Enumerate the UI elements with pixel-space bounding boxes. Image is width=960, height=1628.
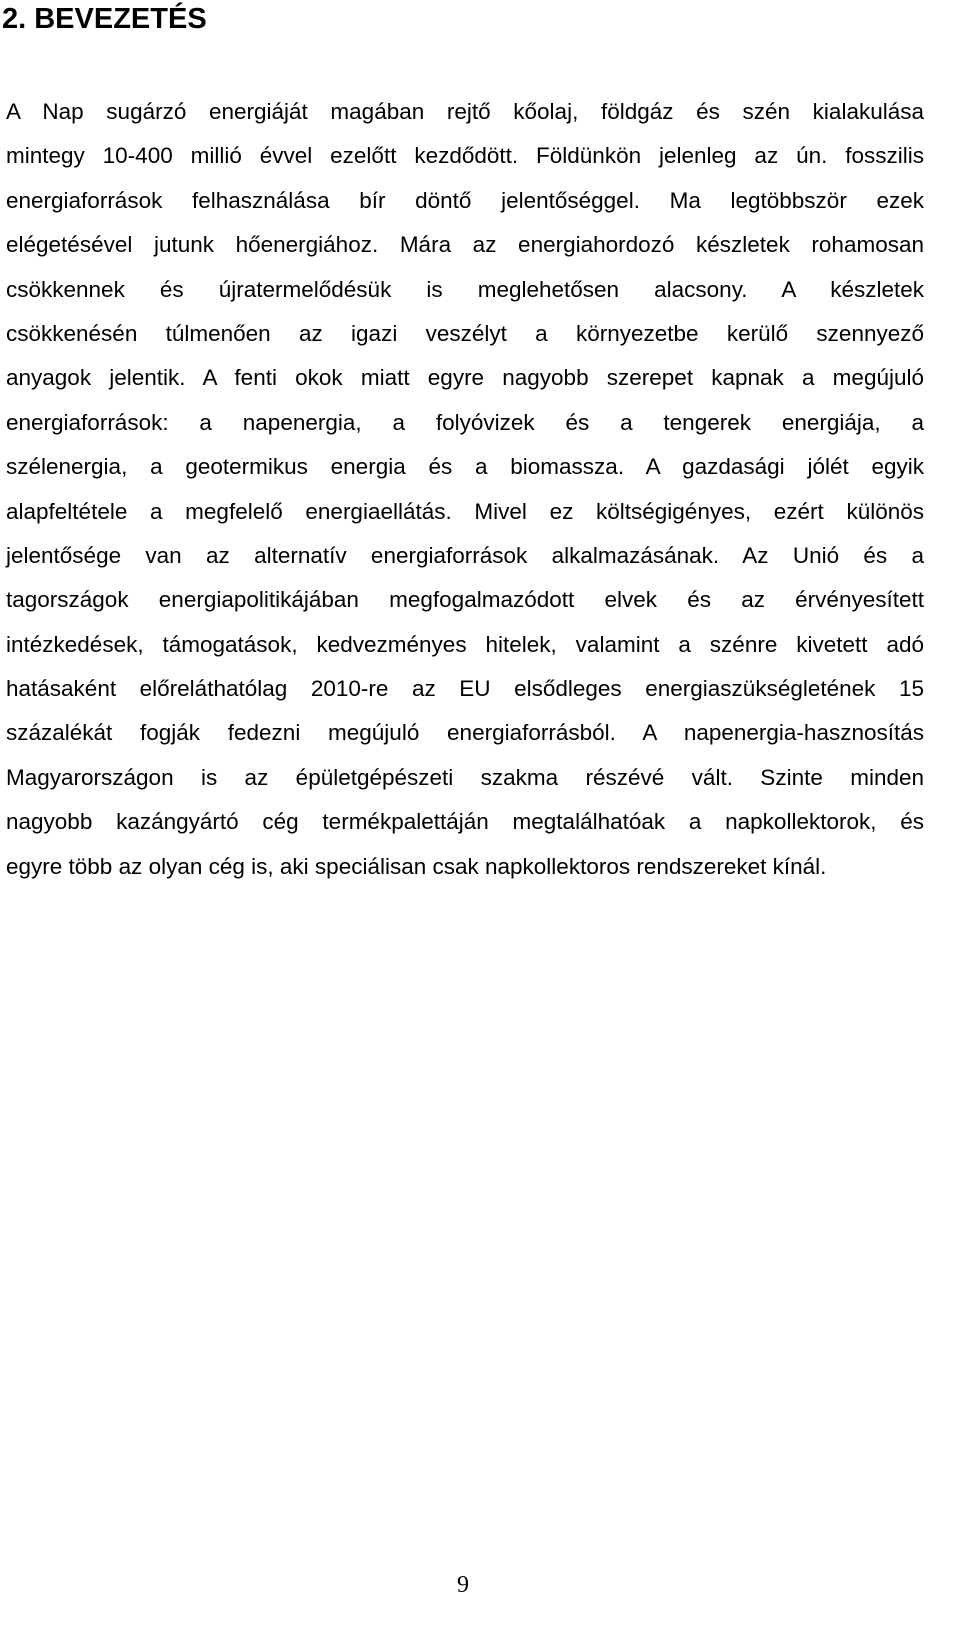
paragraph-line: anyagok jelentik. A fenti okok miatt egyre nagyobb szerepet kapnak a megújuló bbox=[6, 365, 924, 391]
paragraph-line: elégetésével jutunk hőenergiához. Mára az energiahordozó készletek rohamosan bbox=[6, 232, 924, 258]
paragraph-line: szélenergia, a geotermikus energia és a biomassza. A gazdasági jólét egyik bbox=[6, 454, 924, 480]
paragraph-line: energiaforrások felhasználása bír döntő jelentőséggel. Ma legtöbbször ezek bbox=[6, 187, 924, 213]
paragraph-line: intézkedések, támogatások, kedvezményes hitelek, valamint a szénre kivetett adó bbox=[6, 631, 924, 657]
paragraph-line: százalékát fogják fedezni megújuló energiaforrásból. A napenergia-hasznosítás bbox=[6, 720, 924, 746]
paragraph-line: nagyobb kazángyártó cég termékpalettáján megtalálhatóak a napkollektorok, és bbox=[6, 809, 924, 835]
paragraph-line: A Nap sugárzó energiáját magában rejtő kőolaj, földgáz és szén kialakulása bbox=[6, 99, 924, 124]
paragraph-line: hatásaként előreláthatólag 2010-re az EU elsődleges energiaszükségletének 15 bbox=[6, 676, 924, 702]
section-heading: 2. BEVEZETÉS bbox=[2, 3, 207, 35]
page-number: 9 bbox=[457, 1572, 469, 1598]
paragraph-line: energiaforrások: a napenergia, a folyóvizek és a tengerek energiája, a bbox=[6, 409, 924, 435]
paragraph-line: mintegy 10-400 millió évvel ezelőtt kezdődött. Földünkön jelenleg az ún. fosszilis bbox=[6, 143, 924, 169]
paragraph-line: csökkenésén túlmenően az igazi veszélyt a környezetbe kerülő szennyező bbox=[6, 320, 924, 346]
paragraph-line: Magyarországon is az épületgépészeti szakma részévé vált. Szinte minden bbox=[6, 764, 924, 790]
body-paragraph bbox=[6, 90, 924, 889]
paragraph-line: egyre több az olyan cég is, aki speciálisan csak napkollektoros rendszereket kínál. bbox=[6, 853, 827, 879]
paragraph-line: jelentősége van az alternatív energiaforrások alkalmazásának. Az Unió és a bbox=[6, 542, 924, 568]
paragraph-line: alapfeltétele a megfelelő energiaellátás. Mivel ez költségigényes, ezért különös bbox=[6, 498, 924, 524]
paragraph-line: csökkennek és újratermelődésük is meglehetősen alacsony. A készletek bbox=[6, 276, 924, 302]
paragraph-line: tagországok energiapolitikájában megfogalmazódott elvek és az érvényesített bbox=[6, 587, 924, 613]
